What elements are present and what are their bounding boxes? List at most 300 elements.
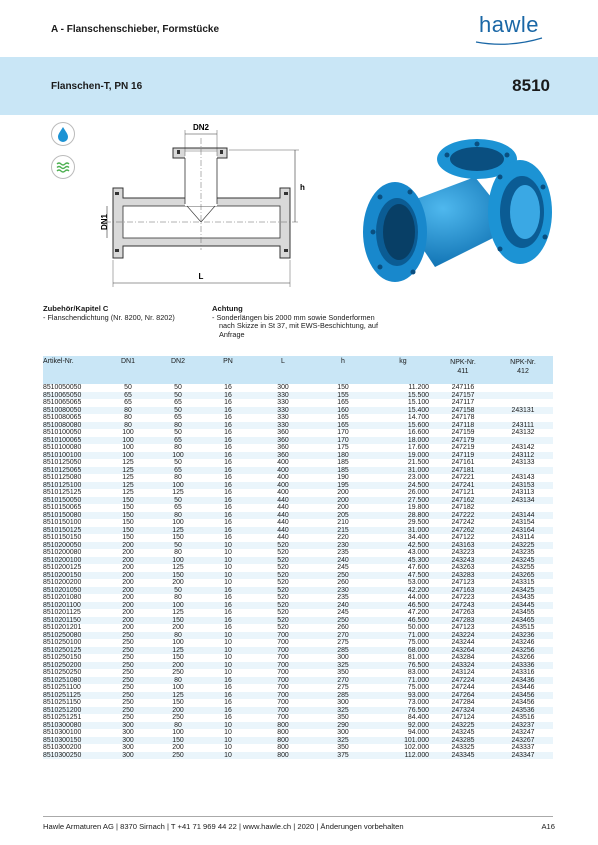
table-cell: 16 [224, 699, 232, 706]
l-label: L [198, 272, 204, 281]
table-cell: 520 [277, 624, 289, 631]
table-cell: 80 [174, 594, 182, 601]
table-cell: 520 [277, 549, 289, 556]
table-cell: 243315 [511, 579, 535, 586]
table-cell: 243436 [493, 677, 553, 685]
table-cell: 125 [103, 482, 153, 490]
table-cell: 700 [277, 684, 289, 691]
table-cell: 245 [337, 609, 349, 616]
table-cell: 243325 [451, 744, 475, 751]
table-cell: 16 [203, 707, 253, 715]
table-row [43, 564, 553, 572]
table-cell: 102.000 [404, 744, 429, 751]
table-row [43, 459, 553, 467]
table-cell: 243256 [493, 647, 553, 655]
table-cell: 125 [122, 459, 134, 466]
table-cell: 200 [313, 497, 373, 505]
table-cell: 100 [153, 452, 203, 460]
table-cell: 247263 [451, 609, 475, 616]
table-cell: 44.000 [407, 594, 429, 601]
table-cell: 400 [277, 489, 289, 496]
table-cell: 200 [122, 579, 134, 586]
product-number: 8510 [512, 76, 550, 95]
table-cell: 80 [103, 407, 153, 415]
table-cell: 16 [224, 399, 232, 406]
table-cell: 247324 [433, 707, 493, 715]
table-cell: 243455 [511, 609, 535, 616]
table-cell: 16 [224, 684, 232, 691]
table-cell: 80 [174, 444, 182, 451]
article-table [43, 356, 553, 759]
table-cell: 243153 [493, 482, 553, 490]
table-cell: 243132 [511, 429, 535, 436]
table-cell: 29.500 [407, 519, 429, 526]
table-cell: 243347 [493, 752, 553, 760]
table-cell: 800 [277, 744, 289, 751]
table-cell: 50 [124, 384, 132, 391]
table-cell: 250 [313, 572, 373, 580]
table-cell: 350 [337, 714, 349, 721]
table-cell: 10 [203, 647, 253, 655]
table-row [43, 737, 553, 745]
table-cell: 200 [103, 617, 153, 625]
table-cell: 243266 [511, 654, 535, 661]
table-cell: 24.500 [373, 482, 433, 490]
table-cell: 200 [337, 504, 349, 511]
table-cell: 247262 [433, 527, 493, 535]
table-cell: 200 [122, 594, 134, 601]
table-cell: 75.000 [407, 684, 429, 691]
table-cell: 375 [313, 752, 373, 760]
table-cell: 200 [172, 744, 184, 751]
table-cell [493, 414, 553, 422]
table-cell: 440 [253, 512, 313, 520]
table-cell: 16 [203, 482, 253, 490]
table-cell: 330 [253, 422, 313, 430]
table-cell: 125 [153, 692, 203, 700]
table-cell: 8510125100 [43, 482, 103, 490]
table-cell: 247122 [451, 534, 475, 541]
table-cell: 243133 [511, 459, 535, 466]
table-cell: 240 [313, 557, 373, 565]
table-cell: 800 [277, 729, 289, 736]
table-cell: 270 [313, 632, 373, 640]
table-cell: 247222 [433, 512, 493, 520]
table-row [43, 542, 553, 550]
table-cell: 325 [313, 662, 373, 670]
table-row [43, 714, 553, 722]
col-header: PN [203, 356, 253, 384]
table-cell: 200 [122, 549, 134, 556]
table-row [43, 407, 553, 415]
table-cell: 243236 [493, 632, 553, 640]
table-cell: 84.400 [407, 714, 429, 721]
table-cell: 175 [337, 444, 349, 451]
table-row [43, 624, 553, 632]
table-cell: 100 [172, 519, 184, 526]
table-cell: 8510250200 [43, 662, 103, 670]
table-cell: 16 [224, 459, 232, 466]
table-cell: 125 [103, 467, 153, 475]
table-cell: 11.200 [408, 384, 429, 391]
table-cell: 80 [103, 422, 153, 430]
table-cell: 65 [153, 437, 203, 445]
table-cell: 247117 [451, 399, 475, 406]
table-cell: 53.000 [407, 579, 429, 586]
table-cell: 150 [153, 617, 203, 625]
col-header: kg [373, 356, 433, 384]
caution-notes [212, 305, 378, 339]
table-cell: 16 [224, 504, 232, 511]
table-cell: 247157 [433, 392, 493, 400]
table-row [43, 474, 553, 482]
table-cell: 700 [253, 707, 313, 715]
table-cell: 350 [337, 669, 349, 676]
table-cell: 50 [153, 587, 203, 595]
table-cell: 205 [313, 512, 373, 520]
table-cell: 270 [313, 677, 373, 685]
table-cell: 243144 [493, 512, 553, 520]
table-cell: 16 [203, 437, 253, 445]
table-cell: 8510250250 [43, 669, 82, 676]
table-cell: 400 [277, 459, 289, 466]
table-cell: 150 [172, 654, 184, 661]
table-cell: 50 [153, 542, 203, 550]
table-cell: 243265 [493, 572, 553, 580]
table-cell: 200 [122, 624, 134, 631]
table-cell: 16 [203, 692, 253, 700]
table-row [43, 444, 553, 452]
table-cell: 150 [122, 534, 134, 541]
table-cell: 150 [153, 737, 203, 745]
table-cell: 150 [103, 497, 153, 505]
table-row [43, 692, 553, 700]
technical-drawing [95, 118, 325, 293]
table-cell: 10 [203, 542, 253, 550]
table-cell: 250 [103, 647, 153, 655]
table-row [43, 429, 553, 437]
table-cell: 16 [203, 422, 253, 430]
table-cell: 250 [313, 617, 373, 625]
table-cell: 243324 [433, 662, 493, 670]
table-cell: 65 [174, 399, 182, 406]
table-cell: 8510050050 [43, 384, 82, 391]
table-cell: 520 [277, 594, 289, 601]
table-cell: 200 [103, 602, 153, 610]
caution-heading: Achtung [212, 304, 243, 313]
table-row [43, 504, 553, 512]
table-cell: 400 [253, 482, 313, 490]
table-cell: 800 [253, 752, 313, 760]
table-cell: 65 [153, 467, 203, 475]
table-cell: 243345 [433, 752, 493, 760]
table-cell: 65 [174, 414, 182, 421]
table-row [43, 609, 553, 617]
table-cell: 247123 [451, 624, 475, 631]
table-cell: 8510100065 [43, 437, 103, 445]
table-cell: 50 [174, 429, 182, 436]
dn1-label: DN1 [100, 213, 109, 231]
table-cell: 150 [122, 504, 134, 511]
table-cell: 15.100 [407, 399, 429, 406]
table-cell: 16 [224, 519, 232, 526]
table-row [43, 384, 553, 392]
table-cell: 73.000 [407, 699, 429, 706]
table-cell: 200 [103, 542, 153, 550]
table-cell: 360 [277, 444, 289, 451]
table-cell: 300 [103, 722, 153, 730]
table-cell: 76.500 [373, 707, 433, 715]
fitting-photo [355, 137, 555, 287]
table-cell: 150 [172, 534, 184, 541]
table-cell: 243445 [493, 602, 553, 610]
table-cell: 8510300080 [43, 722, 103, 730]
table-cell: 92.000 [373, 722, 433, 730]
table-cell: 8510251125 [43, 692, 103, 700]
table-cell: 8510125065 [43, 467, 103, 475]
table-cell: 250 [103, 692, 153, 700]
table-row [43, 662, 553, 670]
table-cell: 300 [337, 729, 349, 736]
hawle-logo: hawle [470, 12, 548, 46]
table-cell: 80 [174, 549, 182, 556]
table-cell: 275 [337, 639, 349, 646]
table-cell: 16 [203, 617, 253, 625]
table-cell: 50 [174, 459, 182, 466]
table-cell: 75.000 [407, 639, 429, 646]
table-cell: 247124 [451, 714, 475, 721]
table-row [43, 587, 553, 595]
table-cell: 160 [313, 407, 373, 415]
table-cell: 250 [122, 714, 134, 721]
table-cell: 15.400 [373, 407, 433, 415]
table-cell: 8510125050 [43, 459, 82, 466]
table-cell: 243425 [493, 587, 553, 595]
table-cell: 8510125080 [43, 474, 82, 481]
table-cell: 28.800 [373, 512, 433, 520]
table-cell: 80 [124, 414, 132, 421]
table-cell: 8510300100 [43, 729, 82, 736]
table-cell: 285 [313, 647, 373, 655]
table-row [43, 677, 553, 685]
table-cell: 250 [122, 684, 134, 691]
dn2-label: DN2 [192, 123, 210, 132]
table-cell: 243223 [451, 549, 475, 556]
table-cell: 8510100100 [43, 452, 103, 460]
table-cell: 100 [172, 684, 184, 691]
table-cell: 247123 [451, 579, 475, 586]
water-drop-icon [51, 122, 75, 146]
table-cell: 243264 [433, 647, 493, 655]
table-cell: 94.000 [407, 729, 429, 736]
table-cell: 243336 [493, 662, 553, 670]
table-cell: 100 [153, 557, 203, 565]
table-cell: 17.600 [407, 444, 429, 451]
table-cell: 8510080065 [43, 414, 82, 421]
table-cell: 8510200150 [43, 572, 103, 580]
table-cell: 243124 [451, 669, 475, 676]
table-cell: 165 [313, 422, 373, 430]
table-cell: 250 [103, 632, 153, 640]
table-cell: 8510201125 [43, 609, 81, 616]
table-cell: 180 [313, 452, 373, 460]
table-cell: 243143 [511, 474, 535, 481]
table-cell: 100 [153, 602, 203, 610]
table-row [43, 647, 553, 655]
footer-text: Hawle Armaturen AG | 8370 Sirnach | T +41 71 969 44 22 | www.hawle.ch | 2020 | Änderungen vorbehalten [43, 822, 404, 831]
table-cell: 150 [122, 519, 134, 526]
table-row [43, 594, 553, 602]
table-cell: 16 [203, 527, 253, 535]
table-cell: 21.500 [407, 459, 429, 466]
table-cell: 81.000 [407, 654, 429, 661]
table-cell: 250 [172, 669, 184, 676]
table-cell: 250 [103, 662, 153, 670]
table-cell: 250 [122, 669, 134, 676]
table-cell: 125 [172, 609, 184, 616]
table-cell: 10 [203, 737, 253, 745]
table-cell: 15.500 [373, 392, 433, 400]
table-cell: 440 [277, 504, 289, 511]
table-cell: 440 [253, 527, 313, 535]
table-cell: 243515 [511, 624, 535, 631]
section-title: A - Flanschenschieber, Formstücke [51, 24, 220, 35]
table-cell: 8510250100 [43, 639, 82, 646]
table-row [43, 392, 553, 400]
table-cell: 150 [172, 699, 184, 706]
table-cell: 520 [277, 579, 289, 586]
table-cell: 243224 [433, 632, 493, 640]
table-cell: 8510065065 [43, 399, 82, 406]
table-cell: 243446 [511, 684, 535, 691]
table-row [43, 579, 553, 587]
table-cell: 243536 [493, 707, 553, 715]
table-cell: 10 [224, 579, 232, 586]
table-cell: 247221 [451, 474, 475, 481]
table-cell: 150 [153, 572, 203, 580]
table-cell: 10 [203, 662, 253, 670]
table-cell: 100 [103, 452, 153, 460]
table-row [43, 414, 553, 422]
table-cell: 243225 [493, 542, 553, 550]
table-cell: 8510251150 [43, 699, 81, 706]
table-cell: 8510251100 [43, 684, 81, 691]
table-cell: 243225 [433, 722, 493, 730]
table-cell: 247116 [451, 384, 475, 391]
table-cell: 16 [203, 587, 253, 595]
table-cell: 230 [313, 542, 373, 550]
table-cell: 165 [337, 399, 349, 406]
table-cell: 19.800 [407, 504, 429, 511]
table-cell: 112.000 [373, 752, 433, 760]
table-cell: 190 [337, 474, 349, 481]
table-cell: 46.500 [373, 602, 433, 610]
table-cell: 243154 [511, 519, 535, 526]
table-cell: 10 [224, 669, 232, 676]
table-cell: 165 [337, 414, 349, 421]
table-cell: 16.600 [407, 429, 429, 436]
h-label: h [300, 183, 305, 192]
table-cell: 330 [253, 407, 313, 415]
table-cell: 8510150050 [43, 497, 103, 505]
table-cell: 8510150080 [43, 512, 103, 520]
table-cell: 250 [122, 654, 134, 661]
table-cell [493, 437, 553, 445]
table-cell: 247224 [433, 677, 493, 685]
table-cell: 14.700 [407, 414, 429, 421]
table-cell: 125 [172, 489, 184, 496]
table-cell: 125 [172, 564, 184, 571]
table-row [43, 699, 553, 707]
table-cell: 195 [313, 482, 373, 490]
table-cell: 185 [313, 467, 373, 475]
table-cell: 93.000 [373, 692, 433, 700]
table-cell: 8510300150 [43, 737, 103, 745]
table-cell: 275 [337, 684, 349, 691]
table-cell: 15.600 [373, 422, 433, 430]
table-cell: 243164 [493, 527, 553, 535]
table-cell: 8510080050 [43, 407, 103, 415]
col-header: Artikel-Nr. [43, 356, 103, 384]
table-cell: 26.000 [407, 489, 429, 496]
table-cell: 300 [103, 737, 153, 745]
table-cell: 360 [253, 452, 313, 460]
table-row [43, 752, 553, 760]
table-cell: 215 [313, 527, 373, 535]
table-cell: 16 [203, 452, 253, 460]
table-cell [493, 504, 553, 512]
table-cell: 8510150150 [43, 534, 82, 541]
table-row [43, 497, 553, 505]
table-cell: 47.600 [407, 564, 429, 571]
table-cell: 16 [224, 429, 232, 436]
table-cell: 200 [103, 557, 153, 565]
table-row [43, 617, 553, 625]
table-cell: 200 [103, 587, 153, 595]
table-row [43, 489, 553, 497]
table-cell: 700 [277, 669, 289, 676]
table-cell: 10 [224, 549, 232, 556]
table-cell: 250 [103, 677, 153, 685]
table-cell: 300 [337, 699, 349, 706]
table-cell: 8510065050 [43, 392, 103, 400]
table-cell: 243263 [451, 564, 475, 571]
table-cell: 150 [337, 384, 349, 391]
col-header: NPK-Nr. 412 [493, 356, 553, 384]
table-cell: 247161 [451, 459, 475, 466]
footer-divider [43, 816, 553, 817]
table-cell: 247179 [433, 437, 493, 445]
table-cell: 8510251080 [43, 677, 103, 685]
table-cell: 8510150125 [43, 527, 103, 535]
table-cell: 16 [224, 534, 232, 541]
table-cell: 330 [277, 414, 289, 421]
table-cell: 243247 [511, 729, 535, 736]
table-cell: 16 [224, 594, 232, 601]
table-cell: 8510251251 [43, 714, 82, 721]
table-row [43, 527, 553, 535]
table-cell: 8510200200 [43, 579, 82, 586]
col-header: NPK-Nr. 411 [433, 356, 493, 384]
table-cell: 300 [103, 752, 153, 760]
table-cell: 8510200100 [43, 557, 103, 565]
page-number: A16 [541, 822, 555, 831]
table-cell: 100 [153, 482, 203, 490]
table-cell: 243284 [451, 654, 475, 661]
table-cell: 247181 [433, 467, 493, 475]
table-row [43, 467, 553, 475]
table-cell: 700 [253, 692, 313, 700]
